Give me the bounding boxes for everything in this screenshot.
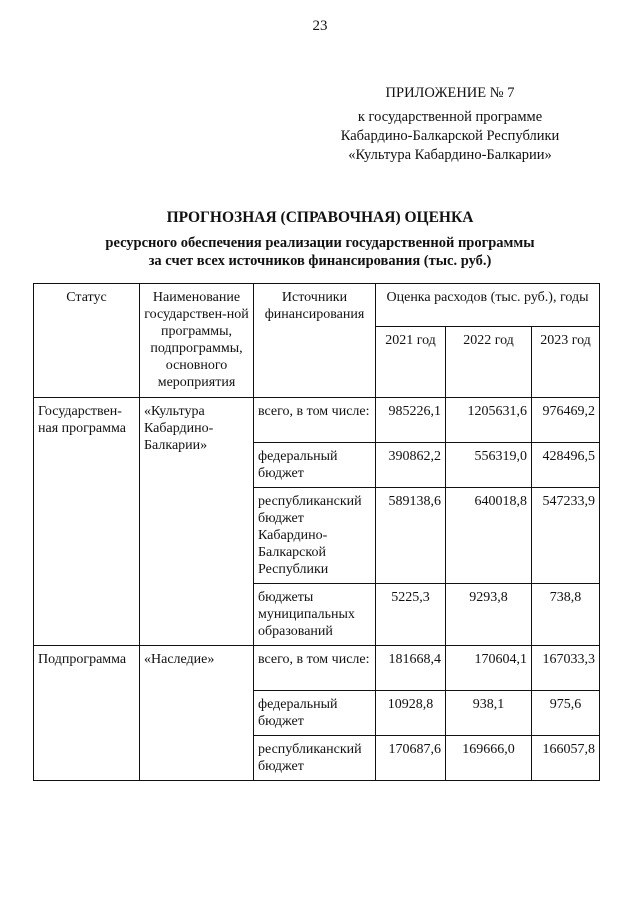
value-2021: 10928,8 xyxy=(376,691,446,736)
value-2023: 738,8 xyxy=(532,584,600,646)
header-year-2021: 2021 год xyxy=(376,327,446,398)
source-cell: бюджеты муниципальных образований xyxy=(254,584,376,646)
table-row xyxy=(34,398,600,443)
appendix-block xyxy=(300,84,600,165)
appendix-line-1: к государственной программе xyxy=(357,109,543,125)
program-name-cell: «Наследие» xyxy=(140,646,254,781)
header-sources: Источники финансирования xyxy=(254,284,376,398)
appendix-title: ПРИЛОЖЕНИЕ № 7 xyxy=(385,85,515,101)
value-2022: 938,1 xyxy=(446,691,532,736)
value-2022: 556319,0 xyxy=(446,443,532,488)
source-cell: республиканский бюджет Кабардино-Балкарской Республики xyxy=(254,488,376,584)
header-status: Статус xyxy=(34,284,140,398)
value-2021: 170687,6 xyxy=(376,736,446,781)
source-cell: всего, в том числе: xyxy=(254,646,376,691)
document-heading xyxy=(40,209,600,270)
value-2023: 166057,8 xyxy=(532,736,600,781)
appendix-line-3: «Культура Кабардино-Балкарии» xyxy=(348,147,552,163)
page-number: 23 xyxy=(312,18,328,34)
appendix-line-2: Кабардино-Балкарской Республики xyxy=(340,128,560,144)
source-cell: федеральный бюджет xyxy=(254,691,376,736)
value-2023: 976469,2 xyxy=(532,398,600,443)
value-2021: 589138,6 xyxy=(376,488,446,584)
value-2022: 640018,8 xyxy=(446,488,532,584)
budget-table xyxy=(33,283,600,781)
heading-subtitle-1: ресурсного обеспечения реализации государственной программы xyxy=(105,235,535,251)
source-cell: всего, в том числе: xyxy=(254,398,376,443)
header-estimate: Оценка расходов (тыс. руб.), годы xyxy=(376,284,600,327)
value-2023: 975,6 xyxy=(532,691,600,736)
header-name: Наименование государствен-ной программы, подпрограммы, основного мероприятия xyxy=(140,284,254,398)
value-2022: 1205631,6 xyxy=(446,398,532,443)
header-year-2023: 2023 год xyxy=(532,327,600,398)
value-2021: 181668,4 xyxy=(376,646,446,691)
source-cell: федеральный бюджет xyxy=(254,443,376,488)
value-2023: 167033,3 xyxy=(532,646,600,691)
value-2023: 428496,5 xyxy=(532,443,600,488)
program-name-cell: «Культура Кабардино-Балкарии» xyxy=(140,398,254,646)
heading-subtitle-2: за счет всех источников финансирования (тыс. руб.) xyxy=(148,253,492,269)
heading-title: ПРОГНОЗНАЯ (СПРАВОЧНАЯ) ОЦЕНКА xyxy=(166,209,474,226)
header-year-2022: 2022 год xyxy=(446,327,532,398)
value-2021: 390862,2 xyxy=(376,443,446,488)
header-row xyxy=(34,284,600,327)
table-row xyxy=(34,646,600,691)
source-cell: республиканский бюджет xyxy=(254,736,376,781)
value-2021: 5225,3 xyxy=(376,584,446,646)
value-2021: 985226,1 xyxy=(376,398,446,443)
value-2022: 169666,0 xyxy=(446,736,532,781)
value-2022: 170604,1 xyxy=(446,646,532,691)
status-cell: Государствен-ная программа xyxy=(34,398,140,646)
status-cell: Подпрограмма xyxy=(34,646,140,781)
value-2023: 547233,9 xyxy=(532,488,600,584)
value-2022: 9293,8 xyxy=(446,584,532,646)
